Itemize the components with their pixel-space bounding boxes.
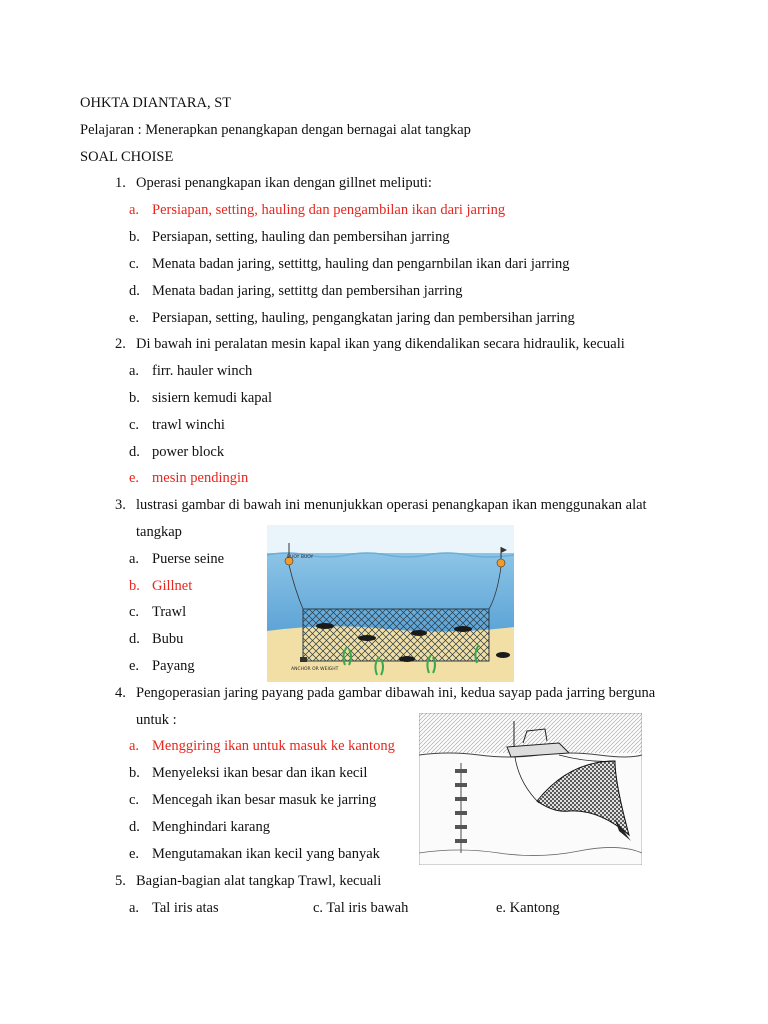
question-text: lustrasi gambar di bawah ini menunjukkan operasi penangkapan ikan menggunakan alat bbox=[136, 497, 647, 513]
buoy-label: BUOY BUOY bbox=[287, 555, 314, 560]
float bbox=[455, 811, 467, 815]
option-text: Tal iris atas bbox=[152, 900, 219, 916]
anchor-label: ANCHOR OR WEIGHT bbox=[291, 667, 339, 672]
fish bbox=[358, 635, 376, 641]
fish bbox=[411, 630, 427, 636]
float bbox=[455, 839, 467, 843]
question-number: 5. bbox=[115, 873, 126, 889]
option-text: power block bbox=[152, 444, 225, 460]
option-text: Persiapan, setting, hauling, pengangkatan jaring dan pembersihan jarring bbox=[152, 310, 575, 326]
option-text: Menata badan jaring, settittg dan pembersihan jarring bbox=[152, 283, 463, 299]
float bbox=[455, 825, 467, 829]
option-text: Payang bbox=[152, 658, 195, 674]
gillnet-illustration-svg bbox=[267, 525, 514, 682]
option-text: c. Tal iris bawah bbox=[313, 900, 409, 916]
option-text-answer: Menggiring ikan untuk masuk ke kantong bbox=[152, 738, 395, 754]
fish bbox=[496, 652, 510, 658]
buoy-right bbox=[497, 559, 505, 567]
option-text: Menghindari karang bbox=[152, 819, 270, 835]
option-letter: a. bbox=[129, 738, 140, 754]
option-text: firr. hauler winch bbox=[152, 363, 253, 379]
section-title: SOAL CHOISE bbox=[80, 149, 174, 165]
float bbox=[455, 783, 467, 787]
question-number: 2. bbox=[115, 336, 126, 352]
option-text-answer: mesin pendingin bbox=[152, 470, 249, 486]
lesson-title: Pelajaran : Menerapkan penangkapan dengan bernagai alat tangkap bbox=[80, 122, 471, 138]
option-letter: c. bbox=[129, 256, 140, 272]
option-letter: a. bbox=[129, 202, 140, 218]
option-text: Puerse seine bbox=[152, 551, 225, 567]
option-letter: a. bbox=[129, 900, 140, 916]
option-text-answer: Persiapan, setting, hauling dan pengambilan ikan dari jarring bbox=[152, 202, 506, 218]
fish bbox=[316, 623, 334, 629]
question-text-continued: untuk : bbox=[136, 712, 177, 728]
option-letter: e. bbox=[129, 846, 140, 862]
option-text: Menyeleksi ikan besar dan ikan kecil bbox=[152, 765, 368, 781]
option-letter: b. bbox=[129, 578, 140, 594]
option-text: trawl winchi bbox=[152, 417, 225, 433]
option-text-answer: Gillnet bbox=[152, 578, 193, 594]
option-text: Menata badan jaring, settittg, hauling dan pengarnbilan ikan dari jarring bbox=[152, 256, 570, 272]
option-text: Trawl bbox=[152, 604, 187, 620]
option-letter: c. bbox=[129, 604, 140, 620]
gillnet-illustration bbox=[267, 525, 514, 682]
question-text: Operasi penangkapan ikan dengan gillnet meliputi: bbox=[136, 175, 432, 191]
option-text: Mengutamakan ikan kecil yang banyak bbox=[152, 846, 380, 862]
option-letter: c. bbox=[129, 417, 140, 433]
option-letter: a. bbox=[129, 551, 140, 567]
anchor-weight bbox=[300, 657, 307, 662]
question-text-continued: tangkap bbox=[136, 524, 182, 540]
option-letter: d. bbox=[129, 283, 140, 299]
option-letter: d. bbox=[129, 444, 140, 460]
question-text: Di bawah ini peralatan mesin kapal ikan yang dikendalikan secara hidraulik, kecuali bbox=[136, 336, 625, 352]
option-letter: b. bbox=[129, 390, 140, 406]
fish bbox=[399, 656, 415, 662]
option-letter: c. bbox=[129, 792, 140, 808]
option-letter: d. bbox=[129, 819, 140, 835]
float bbox=[455, 797, 467, 801]
payang-illustration-svg bbox=[419, 713, 642, 865]
question-text: Pengoperasian jaring payang pada gambar dibawah ini, kedua sayap pada jarring berguna bbox=[136, 685, 656, 701]
fish bbox=[454, 626, 472, 632]
option-letter: e. bbox=[129, 658, 140, 674]
option-letter: e. bbox=[129, 310, 140, 326]
float bbox=[455, 769, 467, 773]
question-text: Bagian-bagian alat tangkap Trawl, kecuali bbox=[136, 873, 382, 889]
option-text: Bubu bbox=[152, 631, 184, 647]
option-letter: b. bbox=[129, 229, 140, 245]
author-name: OHKTA DIANTARA, ST bbox=[80, 95, 232, 111]
question-number: 3. bbox=[115, 497, 126, 513]
payang-illustration bbox=[419, 713, 642, 865]
option-text: Persiapan, setting, hauling dan pembersihan jarring bbox=[152, 229, 450, 245]
question-number: 4. bbox=[115, 685, 126, 701]
option-text: sisiern kemudi kapal bbox=[152, 390, 273, 406]
gill-net bbox=[303, 609, 489, 661]
question-number: 1. bbox=[115, 175, 126, 191]
option-letter: a. bbox=[129, 363, 140, 379]
option-letter: d. bbox=[129, 631, 140, 647]
option-text: Mencegah ikan besar masuk ke jarring bbox=[152, 792, 377, 808]
option-letter: b. bbox=[129, 765, 140, 781]
option-letter: e. bbox=[129, 470, 140, 486]
sky-band bbox=[267, 525, 514, 553]
option-text: e. Kantong bbox=[496, 900, 560, 916]
